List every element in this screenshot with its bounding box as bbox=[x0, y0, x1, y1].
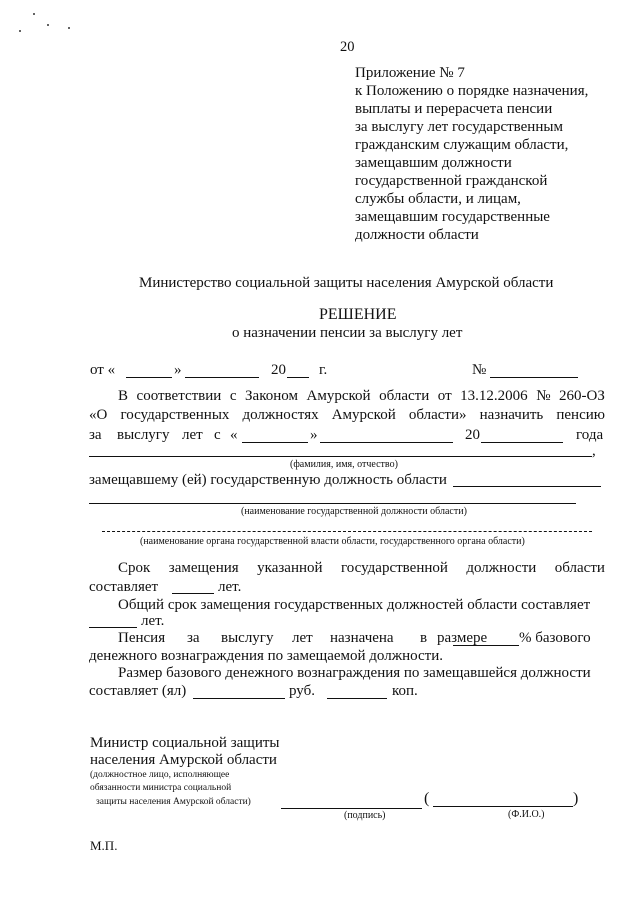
word: % базового bbox=[519, 630, 591, 646]
appendix-line: гражданским служащим области, bbox=[355, 137, 569, 153]
fio-paren-open: ( bbox=[424, 790, 430, 807]
acting-note-line2: обязанности министра социальной bbox=[90, 783, 232, 793]
salary-kop-blank[interactable] bbox=[327, 698, 387, 699]
word: Амурской bbox=[331, 407, 396, 423]
number-blank[interactable] bbox=[490, 377, 578, 378]
word: с bbox=[229, 388, 237, 404]
date-from-label: от « bbox=[90, 362, 116, 378]
word: выслугу bbox=[221, 630, 274, 646]
scan-speck bbox=[68, 27, 70, 29]
word: Амурской bbox=[306, 388, 371, 404]
word: области bbox=[554, 560, 605, 576]
word: размере bbox=[437, 630, 488, 646]
word: » bbox=[310, 427, 318, 443]
appendix-line: замещавшим государственные bbox=[355, 209, 550, 225]
position-line-2[interactable] bbox=[89, 503, 576, 504]
term-line1 bbox=[118, 561, 605, 576]
salary-line2-text: составляет (ял) bbox=[89, 683, 187, 699]
organ-caption: (наименование органа государственной власти области, государственного органа области) bbox=[140, 536, 525, 547]
appendix-title: Приложение № 7 bbox=[355, 65, 465, 81]
word: лет bbox=[182, 427, 203, 443]
word: в bbox=[420, 630, 428, 646]
word: должностях bbox=[242, 407, 319, 423]
term-line2-text: составляет bbox=[89, 579, 159, 595]
word: Срок bbox=[118, 560, 151, 576]
salary-rub-blank[interactable] bbox=[193, 698, 285, 699]
appendix-line: за выслугу лет государственным bbox=[355, 119, 563, 135]
salary-kop-label: коп. bbox=[392, 683, 418, 699]
term-line2-years: лет. bbox=[218, 579, 242, 595]
fio-paren-close: ) bbox=[573, 790, 579, 807]
appendix-line: службы области, и лицам, bbox=[355, 191, 521, 207]
word: от bbox=[437, 388, 452, 404]
word: пенсию bbox=[556, 407, 605, 423]
word: « bbox=[230, 427, 238, 443]
number-sign: № bbox=[472, 362, 487, 378]
word: 20 bbox=[465, 427, 480, 443]
word: указанной bbox=[257, 560, 323, 576]
word: должности bbox=[466, 560, 537, 576]
year-suffix: г. bbox=[319, 362, 328, 378]
word: за bbox=[89, 427, 102, 443]
pension-line2: денежного вознаграждения по замещаемой должности. bbox=[89, 648, 443, 664]
minister-title-line1: Министр социальной защиты bbox=[90, 735, 280, 751]
word: 13.12.2006 bbox=[460, 388, 528, 404]
minister-title-line2: населения Амурской области bbox=[90, 752, 277, 768]
word: 260-ОЗ bbox=[559, 388, 605, 404]
decision-title: РЕШЕНИЕ bbox=[319, 306, 397, 323]
total-line1: Общий срок замещения государственных должностей области составляет bbox=[118, 597, 591, 613]
word: выслугу bbox=[117, 427, 170, 443]
word: назначена bbox=[330, 630, 394, 646]
signature-caption: (подпись) bbox=[344, 810, 386, 821]
fio-caption: (фамилия, имя, отчество) bbox=[290, 459, 398, 470]
year-blank[interactable] bbox=[287, 377, 309, 378]
word: государственной bbox=[341, 560, 448, 576]
decision-subtitle: о назначении пенсии за выслугу лет bbox=[232, 325, 463, 341]
fio-caption-signature: (Ф.И.О.) bbox=[508, 809, 545, 820]
total-years-blank[interactable] bbox=[89, 627, 137, 628]
word: государственных bbox=[120, 407, 230, 423]
word: «О bbox=[89, 407, 108, 423]
word: года bbox=[576, 427, 604, 443]
para1-line1 bbox=[118, 389, 605, 404]
word: за bbox=[187, 630, 200, 646]
word: области» bbox=[408, 407, 467, 423]
position-text: замещавшему (ей) государственную должность области bbox=[89, 472, 447, 488]
appendix-line: к Положению о порядке назначения, bbox=[355, 83, 589, 99]
date-quote-close: » bbox=[174, 362, 182, 378]
pension-start-day-blank[interactable] bbox=[242, 442, 308, 443]
scan-speck bbox=[19, 30, 21, 32]
word: Законом bbox=[245, 388, 298, 404]
ministry-name: Министерство социальной защиты населения Амурской области bbox=[139, 275, 554, 291]
acting-note-line3: защиты населения Амурской области) bbox=[96, 797, 251, 807]
appendix-line: государственной гражданской bbox=[355, 173, 548, 189]
year-prefix: 20 bbox=[271, 362, 286, 378]
word: области bbox=[379, 388, 430, 404]
word: лет bbox=[292, 630, 313, 646]
word: с bbox=[214, 427, 221, 443]
fio-comma: , bbox=[592, 443, 596, 459]
appendix-line: замещавшим должности bbox=[355, 155, 512, 171]
word: № bbox=[536, 388, 551, 404]
word: соответствии bbox=[136, 388, 222, 404]
para1-line2 bbox=[89, 408, 605, 423]
salary-rub-label: руб. bbox=[289, 683, 315, 699]
word: назначить bbox=[479, 407, 544, 423]
pension-percent-blank[interactable] bbox=[453, 645, 519, 646]
word: замещения bbox=[168, 560, 239, 576]
pension-start-year-blank[interactable] bbox=[481, 442, 563, 443]
day-blank[interactable] bbox=[126, 377, 172, 378]
salary-line1: Размер базового денежного вознаграждения по замещавшейся должности bbox=[118, 665, 591, 681]
pension-start-month-blank[interactable] bbox=[320, 442, 453, 443]
fio-signature-blank[interactable] bbox=[433, 806, 573, 807]
appendix-line: выплаты и перерасчета пенсии bbox=[355, 101, 553, 117]
scan-speck bbox=[47, 24, 49, 26]
organ-line[interactable] bbox=[102, 531, 592, 532]
signature-blank[interactable] bbox=[281, 808, 422, 809]
position-caption: (наименование государственной должности области) bbox=[241, 506, 467, 517]
scan-speck bbox=[33, 13, 35, 15]
page-number: 20 bbox=[340, 39, 355, 55]
month-blank[interactable] bbox=[185, 377, 259, 378]
appendix-line: должности области bbox=[355, 227, 479, 243]
word: В bbox=[118, 388, 129, 404]
acting-note-line1: (должностное лицо, исполняющее bbox=[90, 770, 230, 780]
stamp-place: М.П. bbox=[90, 838, 118, 853]
term-years-blank[interactable] bbox=[172, 593, 214, 594]
position-blank[interactable] bbox=[453, 486, 601, 487]
word: Пенсия bbox=[118, 630, 166, 646]
total-line2: лет. bbox=[141, 613, 165, 629]
fio-line[interactable] bbox=[89, 456, 592, 457]
